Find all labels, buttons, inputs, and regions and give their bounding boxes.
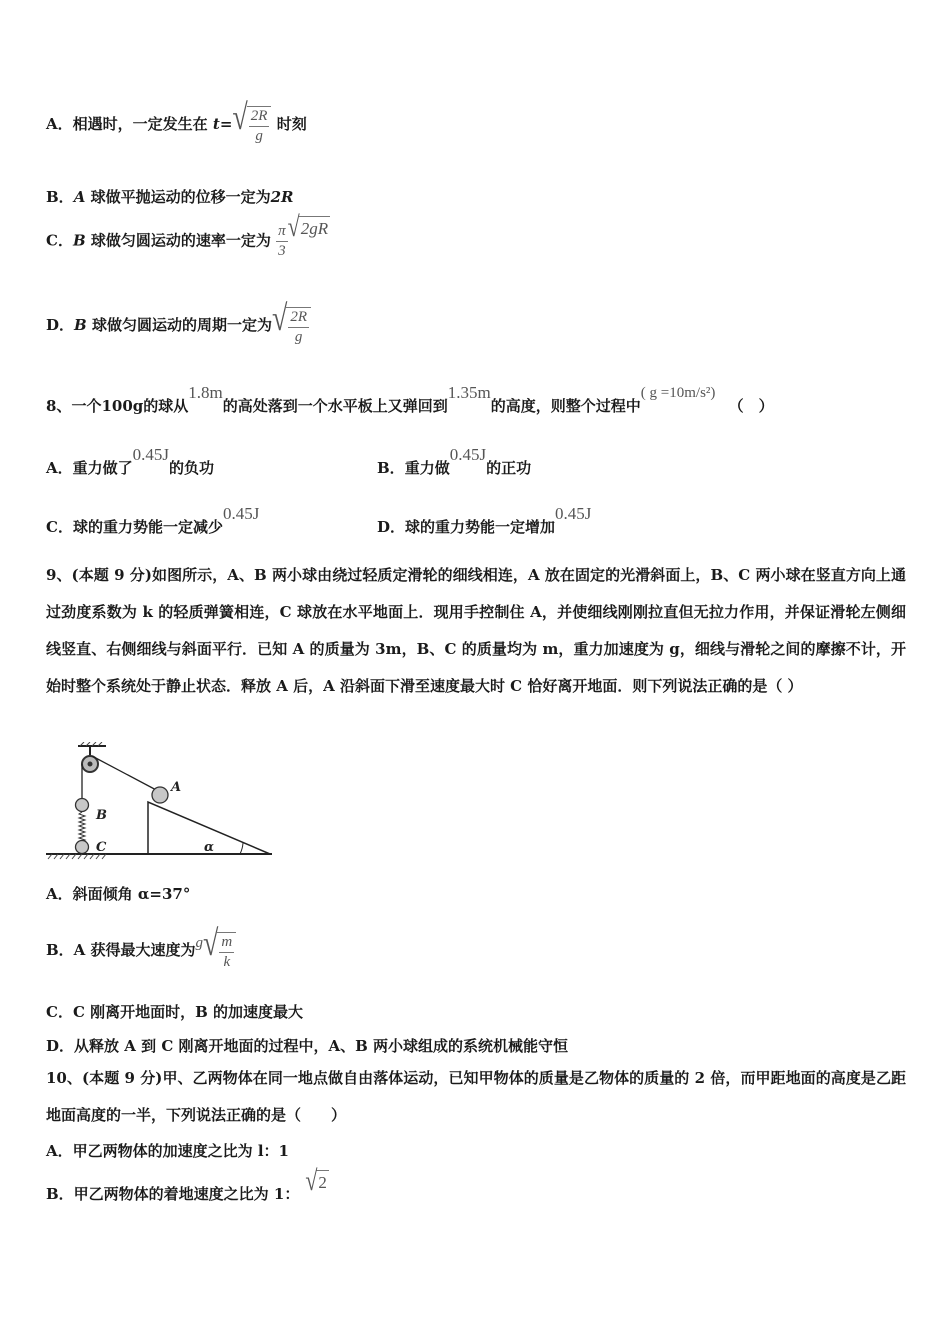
label-b: B [96, 808, 107, 823]
sqrt-2r-over-g: √ $\frac{2R}{g}$ [232, 106, 271, 144]
work-value: 0.45J [132, 445, 170, 464]
q7-option-b [46, 186, 293, 207]
mass-value: 100g [101, 397, 144, 415]
variable-b: B [72, 231, 86, 250]
q10-option-b [46, 1163, 329, 1207]
energy-value: 0.45J [555, 504, 592, 523]
pulley-incline-figure [44, 742, 276, 864]
q7-option-c [46, 209, 330, 259]
fraction-numerator: π [276, 224, 288, 242]
value-2r: 2R [270, 188, 294, 206]
fraction-numerator: m [219, 935, 234, 953]
q9-option-a: A．斜面倾角 α=37° [46, 885, 191, 903]
sqrt-2r-over-g: √ $\frac{2R}{g}$ [272, 307, 311, 345]
stem-text: 的球从 [143, 397, 189, 415]
equals-sign: = [219, 115, 233, 133]
q7-option-a [46, 97, 307, 144]
sqrt-radicand: 2gR [299, 216, 330, 239]
q8-option-c [46, 504, 260, 538]
option-text: 球做平抛运动的位移一定为 [90, 188, 271, 206]
option-label: A． [46, 459, 73, 477]
option-label: B． [46, 188, 74, 206]
fraction-denominator: 3 [278, 243, 286, 259]
fraction-pi-over-3 [276, 224, 288, 259]
option-label: C． [46, 518, 73, 536]
stem-text: 的高处落到一个水平板上又弹回到 [222, 397, 448, 415]
ball-b [76, 799, 89, 812]
option-text: 球做匀圆运动的周期一定为 [91, 316, 272, 334]
height-1: 1.8m [188, 383, 223, 402]
work-value: 0.45J [449, 445, 487, 464]
ball-a [152, 787, 168, 803]
q9-stem: 9、(本题 9 分)如图所示，A、B 两小球由绕过轻质定滑轮的细线相连，A 放在固定的光滑斜面上，B、C 两小球在竖直方向上通过劲度系数为 k 的轻质弹簧相连，C 球放在水平地面上．现用手控制住 A，并使细线刚刚拉直但无拉力作用，并保证滑轮左侧细线竖直、右侧细线与斜面平行．已知 A 的质量为 3m，B、C 的质量均为 m，重力加速度为 g，细线与滑轮之间的摩擦不计，开始时整个系统处于静止状态．释放 A 后，A 沿斜面下滑至速度最大时 C 恰好离开地面．则下列说法正确的是（ ） [46, 566, 906, 695]
q10-stem: 10、(本题 9 分)甲、乙两物体在同一地点做自由落体运动，已知甲物体的质量是乙物体的质量的 2 倍，而甲距地面的高度是乙距地面高度的一半，下列说法正确的是（ ） [46, 1069, 906, 1124]
option-tail: 时刻 [276, 115, 307, 133]
sqrt-m-over-k: √ $\frac{m}{k}$ [203, 932, 236, 970]
gravity-note: ( g =10m/s²) [640, 384, 716, 401]
q8-stem [46, 383, 774, 417]
stem-text: 一个 [71, 397, 102, 415]
option-text: B．A 获得最大速度为 [46, 941, 196, 959]
question-number: 8、 [46, 397, 72, 415]
option-text: 的正功 [486, 459, 532, 477]
label-a: A [171, 780, 182, 795]
ball-c [76, 841, 89, 854]
answer-blank: （ ） [728, 397, 774, 415]
energy-value: 0.45J [222, 504, 260, 523]
variable-g: g [195, 934, 204, 951]
q8-option-a [46, 445, 215, 479]
option-label: A． [46, 115, 73, 133]
option-text: 重力做了 [72, 459, 133, 477]
q8-option-b [377, 445, 532, 479]
fraction-numerator: 2R [249, 109, 270, 127]
q9-option-b [46, 923, 236, 970]
q9-option-d: D．从释放 A 到 C 刚离开地面的过程中，A、B 两小球组成的系统机械能守恒 [46, 1037, 569, 1055]
fraction-denominator: k [223, 954, 231, 970]
option-text: 球做匀圆运动的速率一定为 [90, 231, 271, 250]
stem-text: 的高度，则整个过程中 [490, 397, 641, 415]
option-text: B．甲乙两物体的着地速度之比为 1： [46, 1185, 300, 1203]
option-text: 球的重力势能一定增加 [405, 518, 556, 536]
height-2: 1.35m [447, 383, 491, 402]
option-label: D． [377, 518, 406, 536]
sqrt-2gr: √ 2gR [287, 209, 329, 243]
q7-option-d [46, 298, 311, 345]
sqrt-2: √ 2 [305, 1163, 327, 1196]
q8-option-d [377, 504, 592, 538]
option-label: B． [377, 459, 405, 477]
q9-option-c: C．C 刚离开地面时，B 的加速度最大 [46, 1003, 304, 1021]
pulley-axle [88, 762, 93, 767]
option-text: 相遇时，一定发生在 [72, 115, 208, 133]
variable-a: A [73, 188, 86, 206]
fraction-denominator: g [294, 329, 303, 345]
string-right [92, 756, 160, 792]
label-angle: α [204, 840, 215, 855]
variable-b: B [74, 316, 87, 334]
option-text: 重力做 [404, 459, 450, 477]
fraction-denominator: g [255, 128, 263, 144]
fraction-numerator: 2R [288, 310, 309, 328]
q10-option-a: A．甲乙两物体的加速度之比为 l：1 [46, 1142, 289, 1160]
sqrt-radicand: 2 [316, 1170, 329, 1193]
label-c: C [96, 840, 107, 855]
option-label: C． [46, 231, 73, 250]
variable-t: t [212, 115, 220, 133]
option-text: 的负功 [169, 459, 215, 477]
option-label: D． [46, 316, 75, 334]
option-text: 球的重力势能一定减少 [72, 518, 223, 536]
